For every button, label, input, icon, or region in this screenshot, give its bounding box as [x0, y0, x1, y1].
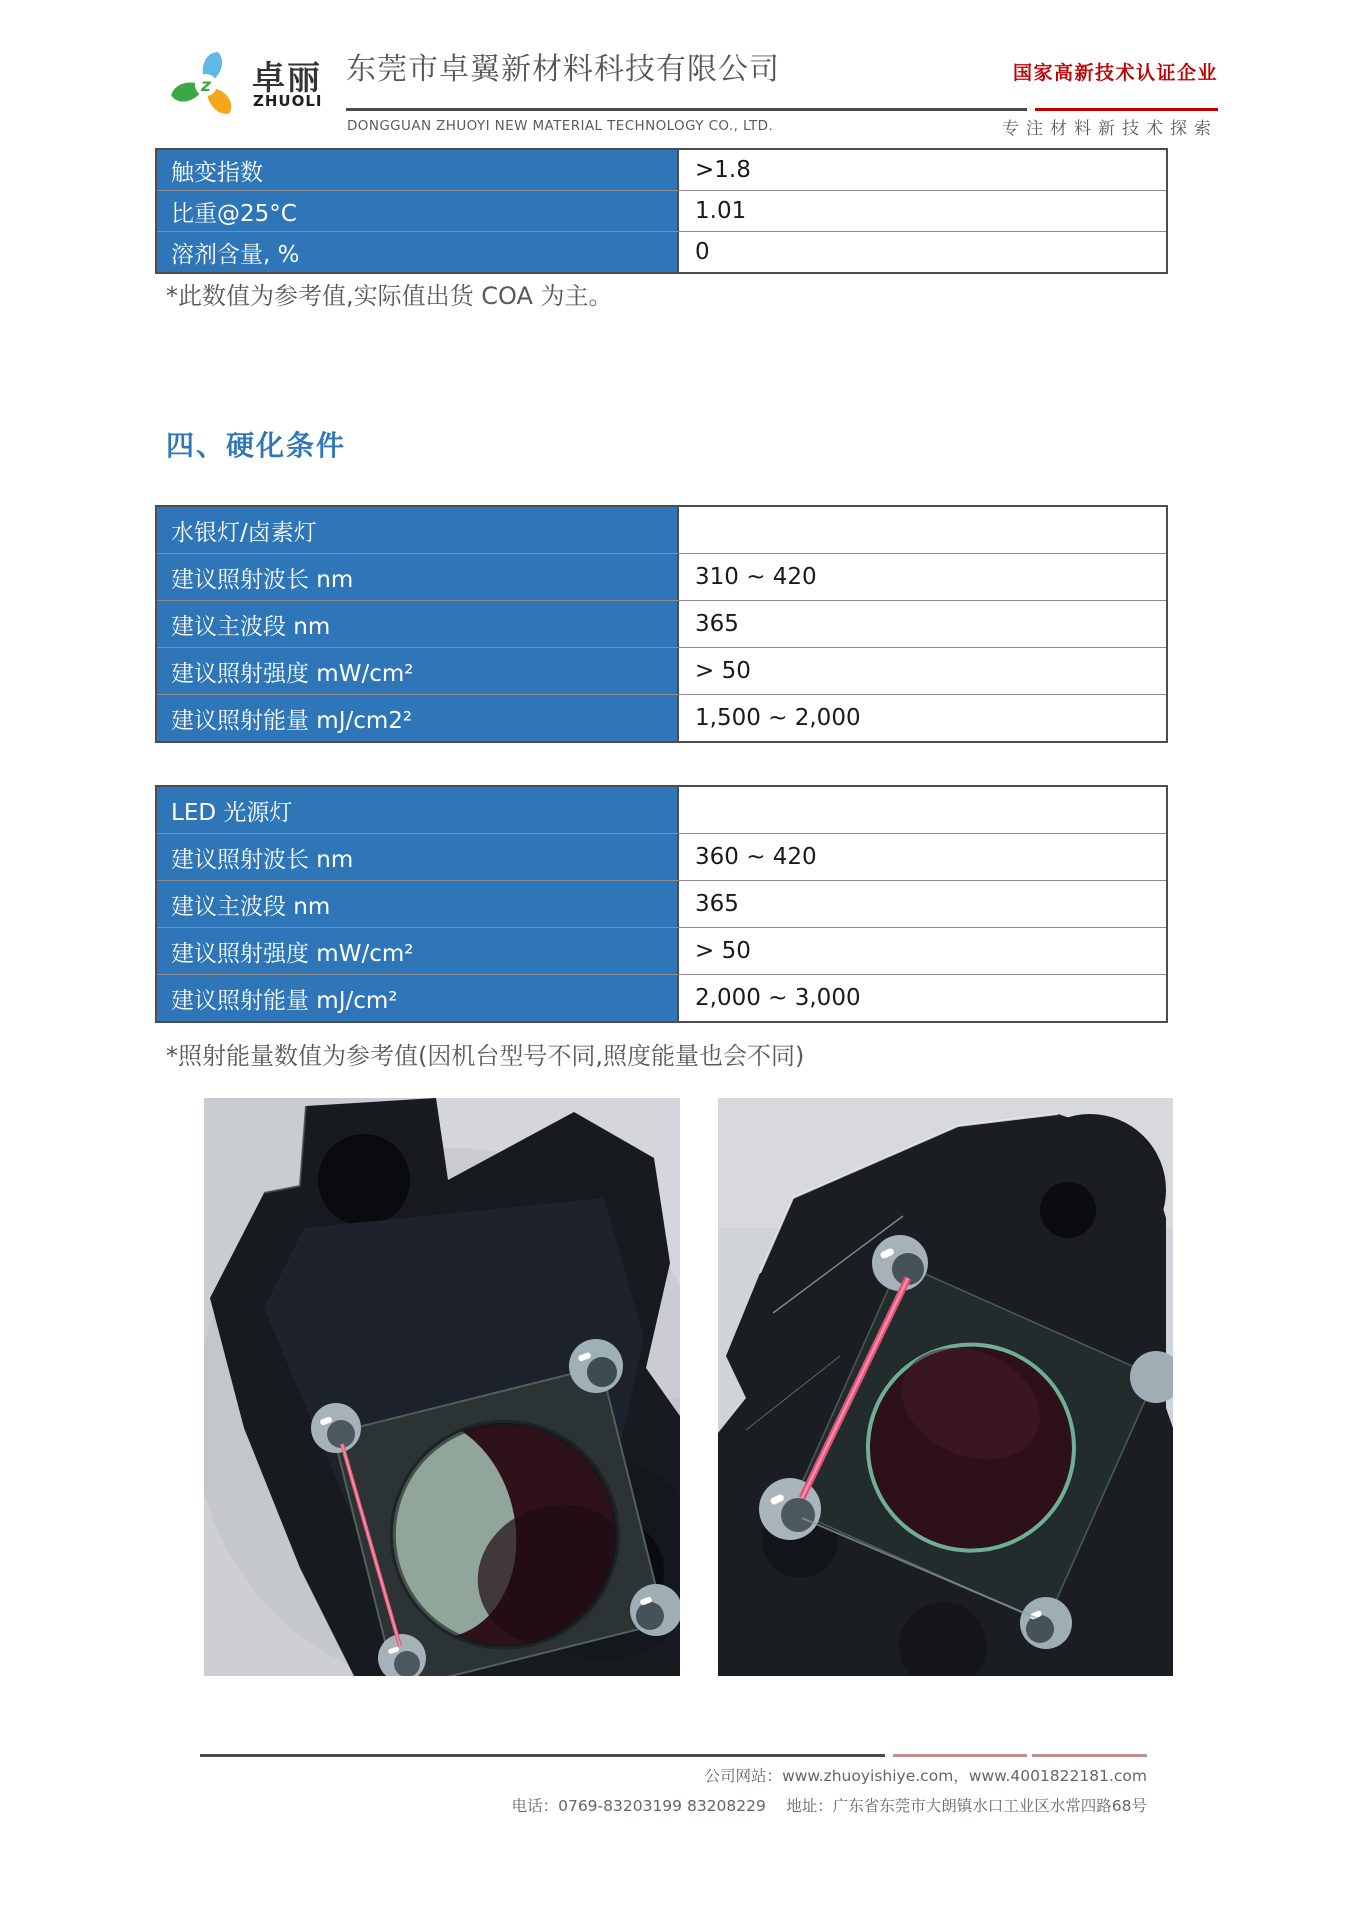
row-value: > 50	[679, 928, 1166, 974]
row-value: 365	[679, 881, 1166, 927]
footer-divider-dark	[200, 1754, 885, 1757]
table-row	[157, 787, 1166, 833]
row-label: 建议主波段 nm	[157, 601, 679, 647]
logo-wordmark-en: ZHUOLI	[253, 92, 323, 110]
row-label: 建议照射波长 nm	[157, 554, 679, 600]
table-row	[157, 600, 1166, 647]
row-value: 1,500 ~ 2,000	[679, 695, 1166, 741]
company-name-en: DONGGUAN ZHUOYI NEW MATERIAL TECHNOLOGY CO., LTD.	[347, 118, 774, 134]
company-logo-icon	[164, 48, 248, 124]
table-row	[157, 647, 1166, 694]
company-slogan: 专注材料新技术探索	[1002, 119, 1218, 139]
row-label: 建议照射能量 mJ/cm²	[157, 975, 679, 1021]
table-row	[157, 927, 1166, 974]
table-row	[157, 553, 1166, 600]
footer-contact-line: 电话：0769-83203199 83208229 地址：广东省东莞市大朗镇水口工业区水常四路68号	[511, 1797, 1147, 1815]
footer-divider-rose-1	[893, 1754, 1027, 1757]
led-lamp-table	[155, 785, 1168, 1023]
row-value: 1.01	[679, 191, 1166, 231]
row-value: > 50	[679, 648, 1166, 694]
table-row	[157, 833, 1166, 880]
header-divider-red	[1035, 108, 1218, 111]
row-label: 比重@25°C	[157, 191, 679, 231]
row-label: 水银灯/卤素灯	[157, 507, 679, 553]
row-label: 建议照射波长 nm	[157, 834, 679, 880]
header-divider-dark	[346, 108, 1027, 111]
table-row	[157, 974, 1166, 1021]
logo-wordmark-cn: 卓丽	[252, 58, 322, 97]
row-label: 触变指数	[157, 150, 679, 190]
footer-website-url-1[interactable]: www.zhuoyishiye.com	[782, 1767, 954, 1785]
footer-website-label: 公司网站：	[704, 1767, 783, 1785]
company-name-cn: 东莞市卓翼新材料科技有限公司	[346, 52, 780, 87]
row-value: 360 ~ 420	[679, 834, 1166, 880]
footer-website-url-2[interactable]: www.4001822181.com	[968, 1767, 1147, 1785]
row-value	[679, 507, 1166, 553]
lens-holder-photo-left	[204, 1098, 680, 1680]
row-value: 2,000 ~ 3,000	[679, 975, 1166, 1021]
spec-table-note: *此数值为参考值,实际值出货 COA 为主。	[166, 282, 613, 310]
row-value: 365	[679, 601, 1166, 647]
row-label: 建议主波段 nm	[157, 881, 679, 927]
row-value	[679, 787, 1166, 833]
table-row	[157, 694, 1166, 741]
row-label: 建议照射强度 mW/cm²	[157, 928, 679, 974]
lens-holder-photo-right	[718, 1098, 1173, 1680]
certification-badge: 国家高新技术认证企业	[1012, 62, 1218, 84]
cure-note: *照射能量数值为参考值(因机台型号不同,照度能量也会不同)	[166, 1042, 805, 1070]
footer-comma: ，	[953, 1767, 969, 1785]
row-label: 建议照射强度 mW/cm²	[157, 648, 679, 694]
row-value: >1.8	[679, 150, 1166, 190]
table-row	[157, 880, 1166, 927]
table-row	[157, 150, 1166, 190]
footer-website-line	[705, 1764, 1147, 1786]
svg-text:z: z	[201, 76, 211, 96]
mercury-halogen-lamp-table	[155, 505, 1168, 743]
row-label: 建议照射能量 mJ/cm2²	[157, 695, 679, 741]
row-label: 溶剂含量, %	[157, 232, 679, 272]
table-row	[157, 190, 1166, 231]
row-value: 310 ~ 420	[679, 554, 1166, 600]
table-row	[157, 507, 1166, 553]
table-row	[157, 231, 1166, 272]
section-title-curing-conditions: 四、硬化条件	[166, 429, 347, 462]
row-label: LED 光源灯	[157, 787, 679, 833]
spec-table	[155, 148, 1168, 274]
footer-divider-rose-2	[1032, 1754, 1147, 1757]
row-value: 0	[679, 232, 1166, 272]
